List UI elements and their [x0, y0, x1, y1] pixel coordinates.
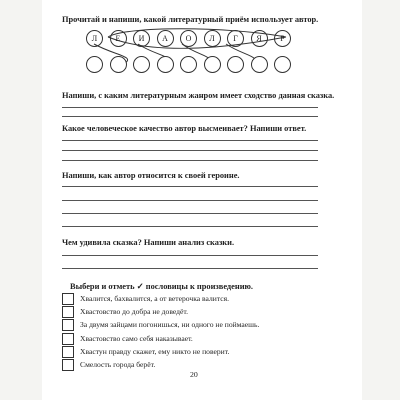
answer-circle[interactable] [251, 56, 268, 73]
answer-line[interactable] [62, 160, 318, 161]
answer-circle[interactable] [204, 56, 221, 73]
question-6-after: пословицы к произведению. [145, 282, 254, 291]
letter-circle: Р [274, 30, 291, 47]
checkbox[interactable] [62, 346, 74, 358]
answer-line[interactable] [62, 213, 318, 214]
proverb-text: Хвастовство само себя наказывает. [80, 334, 193, 343]
checkbox[interactable] [62, 293, 74, 305]
page-number: 20 [190, 370, 198, 379]
question-4: Напиши, как автор относится к своей героине. [62, 171, 240, 180]
letter-circle: И [133, 30, 150, 47]
proverb-text: Хвалится, бахвалится, а от ветерочка валится. [80, 294, 230, 303]
question-6 [70, 281, 253, 291]
question-2: Напиши, с каким литературным жанром имеет сходство данная сказка. [62, 91, 335, 100]
letter-circle: О [180, 30, 197, 47]
answer-circle[interactable] [180, 56, 197, 73]
proverb-text: Хвастун правду скажет, ему никто не поверит. [80, 347, 230, 356]
proverb-item[interactable] [62, 306, 188, 317]
proverb-text: Смелость города берёт. [80, 360, 156, 369]
letter-circle: Л [86, 30, 103, 47]
answer-line[interactable] [62, 116, 318, 117]
proverb-item[interactable] [62, 319, 259, 330]
checkbox[interactable] [62, 319, 74, 331]
answer-circle[interactable] [110, 56, 127, 73]
proverb-item[interactable] [62, 293, 229, 304]
answer-line[interactable] [62, 150, 318, 151]
letter-circle: Г [227, 30, 244, 47]
proverb-item[interactable] [62, 346, 229, 357]
answer-circle[interactable] [157, 56, 174, 73]
answer-line[interactable] [62, 186, 318, 187]
answer-line[interactable] [62, 226, 318, 227]
proverb-item[interactable] [62, 333, 193, 344]
letter-circle: Я [251, 30, 268, 47]
proverb-text: Хвастовство до добра не доведёт. [80, 307, 189, 316]
question-6-before: Выбери и отметь [70, 282, 135, 291]
letter-circle: Е [110, 30, 127, 47]
proverb-text: За двумя зайцами погонишься, ни одного не поймаешь. [80, 320, 260, 329]
question-1: Прочитай и напиши, какой литературный приём использует автор. [62, 15, 319, 24]
question-3: Какое человеческое качество автор высмеивает? Напиши ответ. [62, 124, 307, 133]
checkbox[interactable] [62, 333, 74, 345]
letter-circle: Л [204, 30, 221, 47]
checkbox[interactable] [62, 306, 74, 318]
answer-circle[interactable] [133, 56, 150, 73]
checkbox[interactable] [62, 359, 74, 371]
proverb-item[interactable] [62, 359, 155, 370]
answer-line[interactable] [62, 107, 318, 108]
answer-line[interactable] [62, 268, 318, 269]
checkmark-icon: ✓ [136, 282, 144, 291]
answer-circle[interactable] [86, 56, 103, 73]
answer-line[interactable] [62, 200, 318, 201]
answer-circle[interactable] [227, 56, 244, 73]
question-5: Чем удивила сказка? Напиши анализ сказки. [62, 238, 235, 247]
answer-line[interactable] [62, 140, 318, 141]
answer-circle[interactable] [274, 56, 291, 73]
answer-line[interactable] [62, 255, 318, 256]
letter-circle: А [157, 30, 174, 47]
